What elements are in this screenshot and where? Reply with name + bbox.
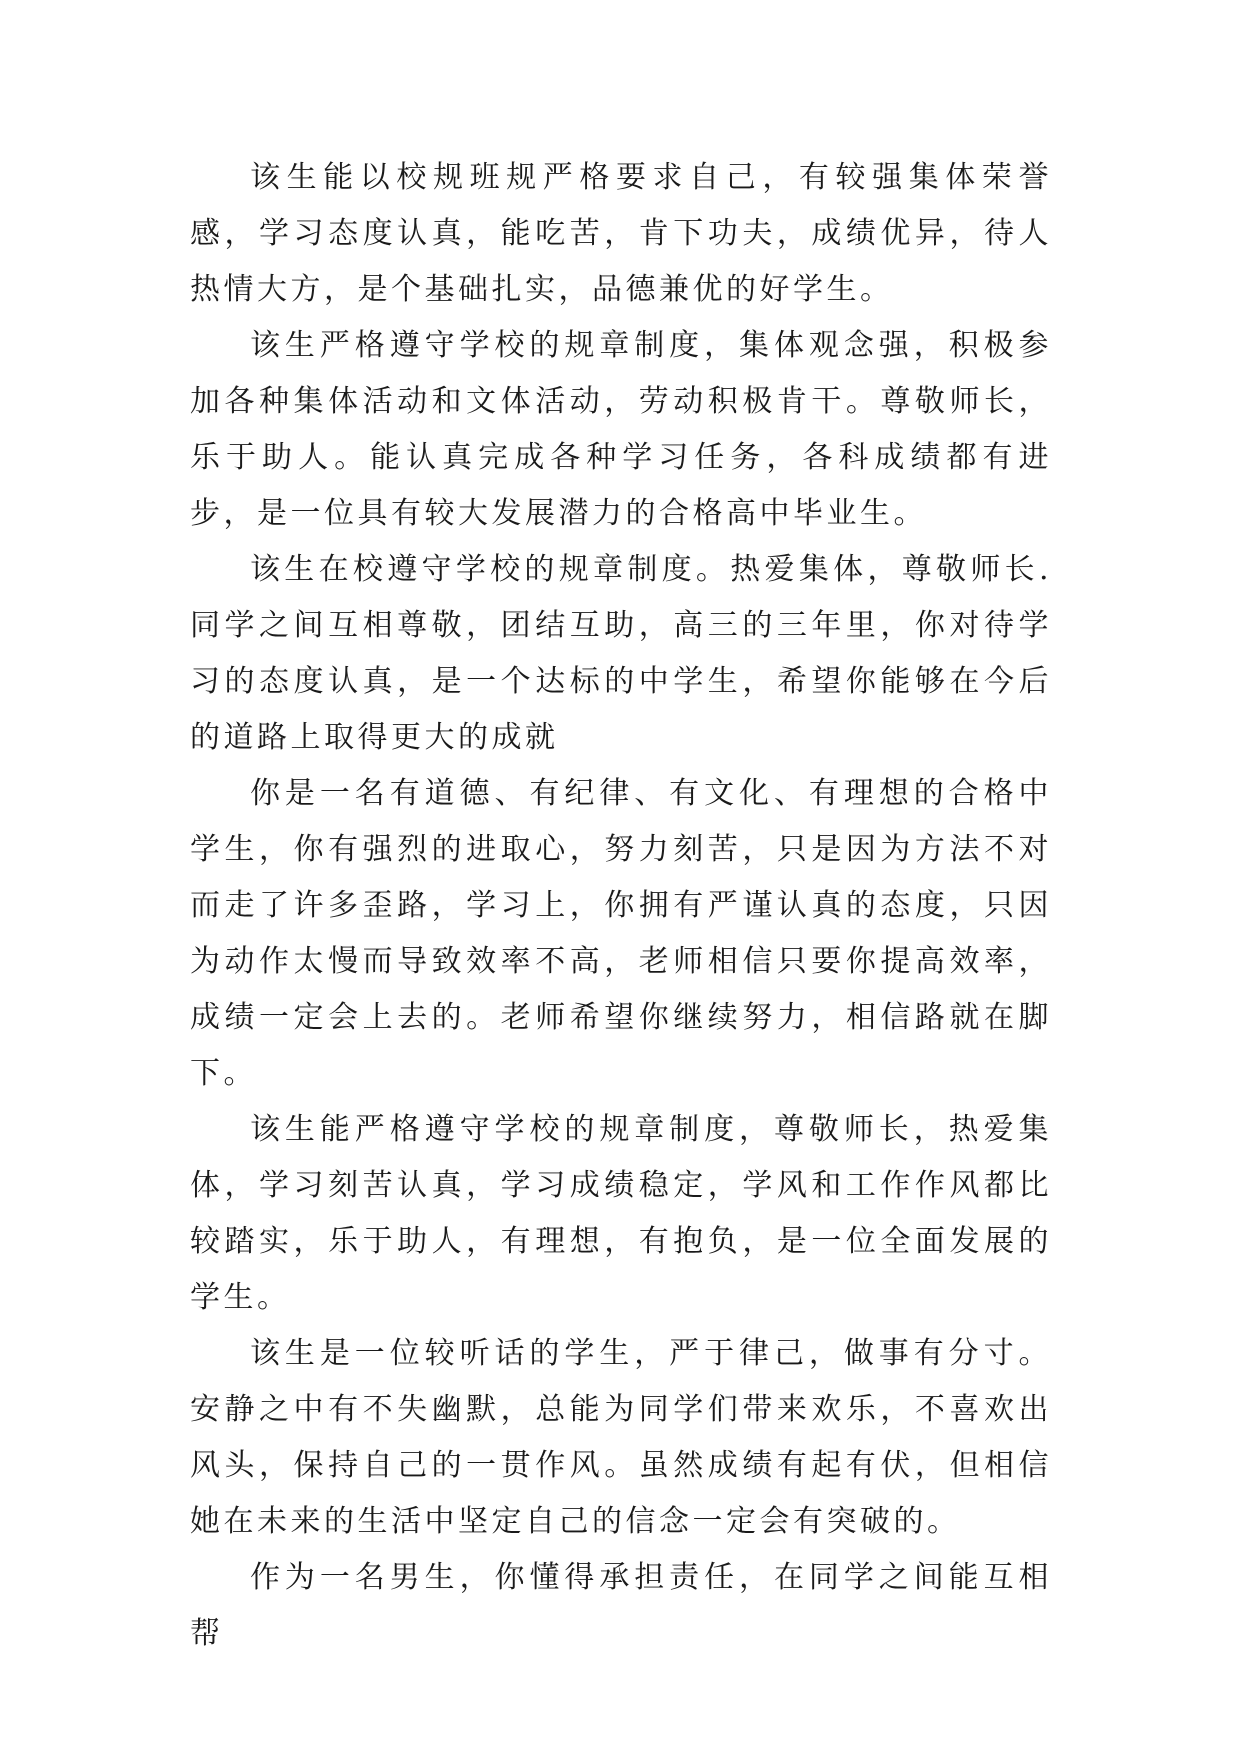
document-body [190, 150, 1052, 1662]
paragraph-4: 你是一名有道德、有纪律、有文化、有理想的合格中学生，你有强烈的进取心，努力刻苦，只是因为方法不对而走了许多歪路，学习上，你拥有严谨认真的态度，只因为动作太慢而导致效率不高，老师相信只要你提高效率，成绩一定会上去的。老师希望你继续努力，相信路就在脚下。 [190, 776, 1052, 1091]
paragraph-1: 该生能以校规班规严格要求自己，有较强集体荣誉感，学习态度认真，能吃苦，肯下功夫，成绩优异，待人热情大方，是个基础扎实，品德兼优的好学生。 [190, 160, 1052, 307]
paragraph-3: 该生在校遵守学校的规章制度。热爱集体，尊敬师长.同学之间互相尊敬，团结互助，高三的三年里，你对待学习的态度认真，是一个达标的中学生，希望你能够在今后的道路上取得更大的成就 [190, 552, 1052, 755]
paragraph-2: 该生严格遵守学校的规章制度，集体观念强，积极参加各种集体活动和文体活动，劳动积极肯干。尊敬师长，乐于助人。能认真完成各种学习任务，各科成绩都有进步，是一位具有较大发展潜力的合格高中毕业生。 [190, 328, 1052, 531]
paragraph-6: 该生是一位较听话的学生，严于律己，做事有分寸。安静之中有不失幽默，总能为同学们带来欢乐，不喜欢出风头，保持自己的一贯作风。虽然成绩有起有伏，但相信她在未来的生活中坚定自己的信念一定会有突破的。 [190, 1336, 1052, 1539]
paragraph-5: 该生能严格遵守学校的规章制度，尊敬师长，热爱集体，学习刻苦认真，学习成绩稳定，学风和工作作风都比较踏实，乐于助人，有理想，有抱负，是一位全面发展的学生。 [190, 1112, 1052, 1315]
paragraph-7: 作为一名男生，你懂得承担责任，在同学之间能互相帮 [190, 1560, 1052, 1651]
